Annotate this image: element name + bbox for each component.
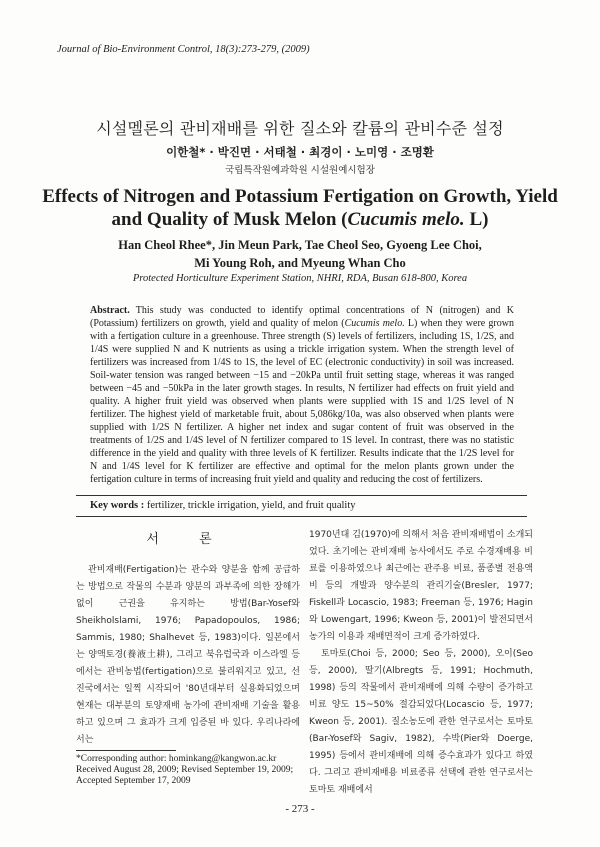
abstract-text-1: This study was conducted to identify optimal concentrations of N (nitrogen) and K (Potassium) fertilizers on growth, yield and quality of melon ( [90, 305, 514, 329]
divider-top [76, 495, 527, 496]
authors-english-line1: Han Cheol Rhee*, Jin Meun Park, Tae Cheol Seo, Gyoeng Lee Choi, [118, 238, 482, 252]
title-english-end: L) [464, 209, 489, 230]
intro-right-paragraph-1: 1970년대 김(1970)에 의해서 처음 관비재배법이 소개되었다. 초기에는 관비재배 농사에서도 주로 수경재배용 비료를 이용하였으나 최근에는 관주용 비료, 품종별 전용액비 등의 개발과 양수분의 관리기술(Bresler, 1977; Fiskell과 Locascio, 1983; Freeman 등, 1976; Hagin와 Lowengart, 1996; Kweon 등, 2001)이 발전되면서 농가의 이용과 재배면적이 크게 증가하였다. [309, 530, 533, 642]
authors-english [60, 236, 540, 272]
authors-korean: 이한철* · 박진면 · 서태철 · 최경이 · 노미영 · 조명환 [166, 145, 434, 159]
affiliation-english: Protected Horticulture Experiment Station, NHRI, RDA, Busan 618-800, Korea [132, 273, 468, 284]
abstract-species: Cucumis melo. [344, 318, 405, 329]
footnote-divider [76, 750, 176, 751]
intro-right-column [309, 527, 533, 799]
title-english-species: Cucumis melo. [347, 209, 465, 230]
divider-bottom [76, 516, 527, 517]
title-korean: 시설멜론의 관비재배를 위한 질소와 칼륨의 관비수준 설정 [96, 119, 504, 138]
affiliation-korean: 국립특작원예과학원 시설원예시험장 [225, 165, 375, 176]
corresponding-author: *Corresponding author: hominkang@kangwon.ac.kr [76, 754, 277, 764]
abstract-text-2: L) when they were grown with a fertigation culture in a greenhouse. Three strength (S) levels of fertilizers, including 1S, 1/2S, and 1/4S were supplied N and K nutrients as using a trickle irrigation system. When the strength level of fertilizers was increased from 1/4S to 1S, the level of EC (electronic conductivity) in soil was increased. Soil-water tension was ranged between −15 and −20kPa until fruit setting stage, whereas it was ranged between −45 and −50kPa in the later growth stages. In results, N fertilizer had effects on fruit yield and quality. A higher fruit yield was observed when plants were supplied with 1S and 1/2S level of N fertilizer. The highest yield of marketable fruit, about 5,086kg/10a, was also observed when plants were supplied with 1/2S N fertilizer. A higher net index and sugar content of fruit was observed in the treatments of 1/2S and 1/4S level of N fertilizer compared to 1S level. In contrast, there was no statistic difference in the yield and quality with three levels of K fertilizer. Results indicate that the 1/2S level for N and 1/4S level for K fertilizer are effective and optimal for the melon plants grown under the fertigation culture in terms of increasing fruit yield and quality and reducing the cost of fertilizers. [90, 318, 514, 485]
intro-left-paragraph: 관비재배(Fertigation)는 관수와 양분을 함께 공급하는 방법으로 작물의 수분과 양분의 과부족에 의한 장해가 없이 근권을 유지하는 방법(Bar-Yosef와 Sheikholslami, 1976; Papadopoulos, 1986; Sammis, 1980; Shalhevet 등, 1983)이다. 일본에서는 양액토경(養液土耕), 그리고 북유럽국과 이스라엘 등에서는 관비농법(fertigation)으로 불리워지고 있고, 선진국에서는 일찍 시작되어 '80년대부터 실용화되었으며 현재는 대부분의 토양재배 농가에 관비재배 기술을 활용하고 있으며 그 효과가 크게 입증된 바 있다. 우리나라에서는 [76, 565, 300, 745]
title-english-main: Effects of Nitrogen and Potassium Fertigation on Growth, Yield and Quality of Musk Melon ( [42, 186, 558, 230]
keywords-label: Key words : [90, 500, 145, 511]
accepted-date: Accepted September 17, 2009 [76, 776, 191, 786]
section-heading-introduction: 서 론 [146, 532, 230, 547]
intro-left-column [76, 562, 300, 749]
footnote [76, 754, 306, 787]
abstract [90, 304, 514, 486]
journal-citation: Journal of Bio-Environment Control, 18(3):273-279, (2009) [57, 44, 310, 55]
title-english [40, 185, 560, 231]
intro-right-paragraph-2: 토마토(Choi 등, 2000; Seo 등, 2000), 오이(Seo 등, 2000), 딸기(Albregts 등, 1991; Hochmuth, 1998) 등의 작물에서 관비재배에 의해 수량이 증가하고 비료 양도 15~50% 절감되었다(Locascio 등, 1977; Kweon 등, 2001). 질소농도에 관한 연구로서는 토마토(Bar-Yosef와 Sagiv, 1982), 수박(Pier와 Doerge, 1995) 등에서 관비재배에 의해 증수효과가 있다고 하였다. 그리고 관비재배용 비료종류 선택에 관한 연구로서는 토마토 재배에서 [309, 649, 533, 795]
received-dates: Received August 28, 2009; Revised September 19, 2009; [76, 765, 294, 775]
keywords-text: fertilizer, trickle irrigation, yield, and fruit quality [144, 500, 356, 511]
page-number: - 273 - [285, 803, 315, 815]
authors-english-line2: Mi Young Roh, and Myeung Whan Cho [194, 256, 406, 270]
keywords [90, 500, 356, 511]
abstract-label: Abstract. [90, 305, 130, 316]
